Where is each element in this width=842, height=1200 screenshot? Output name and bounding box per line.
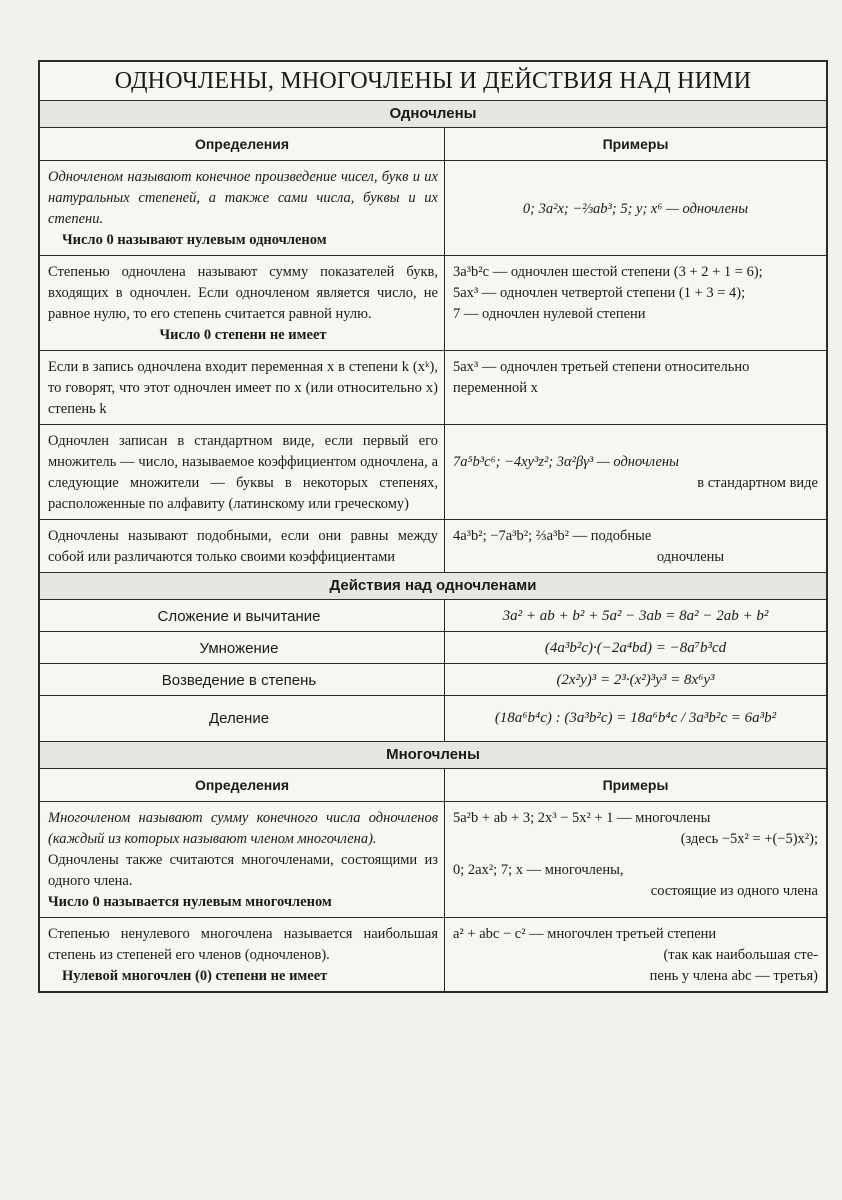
example-text: в стандартном виде <box>697 475 818 491</box>
example-text: 5a²b + ab + 3; 2x³ − 5x² + 1 — многочлены <box>453 810 711 826</box>
definition-text: Одночленом называют конечное произведение чисел, букв и их натуральных степеней, а также сами числа, буквы и их степени. <box>48 169 438 227</box>
reference-table <box>38 60 828 993</box>
col-header-definitions: Определения <box>40 769 445 801</box>
definition-text: Если в запись одночлена входит переменная x в степени k (xᵏ), то говорят, что этот одночлен имеет по x (или относительно x) степень k <box>48 359 438 417</box>
table-header <box>40 128 826 161</box>
operation-name: Сложение и вычитание <box>40 600 445 631</box>
example-cell <box>445 918 826 991</box>
definition-text: Степенью одночлена называют сумму показателей букв, входящих в одночлен. Если одночленом является число, не равное нулю, то его степень считается равной нулю. <box>48 264 438 322</box>
definition-cell <box>40 161 445 255</box>
operation-name: Умножение <box>40 632 445 663</box>
page-title: ОДНОЧЛЕНЫ, МНОГОЧЛЕНЫ И ДЕЙСТВИЯ НАД НИМИ <box>40 62 826 101</box>
definition-text: Одночлены также считаются многочленами, состоящими из одного члена. <box>48 852 438 889</box>
example-text: 0; 3a²x; −⅔ab³; 5; y; x⁶ — одночлены <box>522 200 749 217</box>
definition-text: Одночлен записан в стандартном виде, если первый его множитель — число, называемое коэффициентом одночлена, а следующие множители — буквы в некоторых степенях, расположенные по алфавиту (латинскому или греческому) <box>48 433 438 512</box>
example-text: 5ax³ — одночлен третьей степени относительно переменной x <box>453 359 750 396</box>
col-header-definitions: Определения <box>40 128 445 160</box>
definition-cell <box>40 520 445 572</box>
col-header-examples: Примеры <box>602 777 669 793</box>
definition-cell <box>40 918 445 991</box>
operation-name: Возведение в степень <box>40 664 445 695</box>
definition-note: Число 0 степени не имеет <box>159 327 327 343</box>
example-text: 7 — одночлен нулевой степени <box>453 306 646 322</box>
example-text: a² + abc − c² — многочлен третьей степени <box>453 926 717 942</box>
operation-example: (2x²y)³ = 2³·(x²)³y³ = 8x⁶y³ <box>556 672 715 688</box>
example-text: одночлены <box>656 549 725 565</box>
example-cell <box>445 351 826 424</box>
example-cell <box>445 161 826 255</box>
definition-cell <box>40 351 445 424</box>
example-text: (здесь −5x² = +(−5)x²); <box>680 831 818 847</box>
table-row <box>40 161 826 256</box>
table-row <box>40 520 826 573</box>
section-title-operations: Действия над одночленами <box>40 573 826 600</box>
table-row <box>40 918 826 991</box>
definition-note: Число 0 называют нулевым одночленом <box>62 232 327 248</box>
definition-cell <box>40 256 445 350</box>
example-text: 5ax³ — одночлен четвертой степени (1 + 3 = 4); <box>453 285 746 301</box>
table-row <box>40 664 826 696</box>
example-cell <box>445 425 826 519</box>
table-row <box>40 632 826 664</box>
table-row <box>40 256 826 351</box>
definition-note: Число 0 называется нулевым многочленом <box>48 894 332 910</box>
section-title-monomials: Одночлены <box>40 101 826 128</box>
operation-example: 3a² + ab + b² + 5a² − 3ab = 8a² − 2ab + b² <box>502 608 769 624</box>
example-text: 7a⁵b³c⁶; −4xy³z²; 3α²βγ³ — одночлены <box>453 454 679 470</box>
definition-text: Одночлены называют подобными, если они равны между собой или различаются только своими коэффициентами <box>48 528 438 565</box>
operation-example: (18a⁶b⁴c) : (3a³b²c) = 18a⁶b⁴c / 3a³b²c = 6a³b² <box>494 710 777 726</box>
table-row <box>40 802 826 918</box>
example-text: пень у члена abc — третья) <box>649 968 818 984</box>
definition-cell <box>40 425 445 519</box>
example-text: 0; 2ax²; 7; x — многочлены, <box>453 862 624 878</box>
example-cell <box>445 802 826 917</box>
example-text: 3a³b²c — одночлен шестой степени (3 + 2 + 1 = 6); <box>453 264 763 280</box>
table-row <box>40 351 826 425</box>
example-text: состоящие из одного члена <box>650 883 818 899</box>
definition-cell <box>40 802 445 917</box>
col-header-examples: Примеры <box>602 136 669 152</box>
definition-text: Степенью ненулевого многочлена называется наибольшая степень из степеней его членов (одночленов). <box>48 926 438 963</box>
section-title-polynomials: Многочлены <box>40 742 826 769</box>
example-text: 4a³b²; −7a³b²; ⅔a³b² — подобные <box>453 528 652 544</box>
table-row <box>40 600 826 632</box>
example-cell <box>445 520 826 572</box>
example-text: (так как наибольшая сте- <box>663 947 818 963</box>
table-row <box>40 696 826 742</box>
example-cell <box>445 256 826 350</box>
definition-note: Нулевой многочлен (0) степени не имеет <box>62 968 328 984</box>
table-row <box>40 425 826 520</box>
definition-text: Многочленом называют сумму конечного числа одночленов (каждый из которых называют членом многочлена). <box>48 810 438 847</box>
operation-example: (4a³b²c)·(−2a⁴bd) = −8a⁷b³cd <box>544 640 727 656</box>
table-header <box>40 769 826 802</box>
operation-name: Деление <box>40 696 445 741</box>
